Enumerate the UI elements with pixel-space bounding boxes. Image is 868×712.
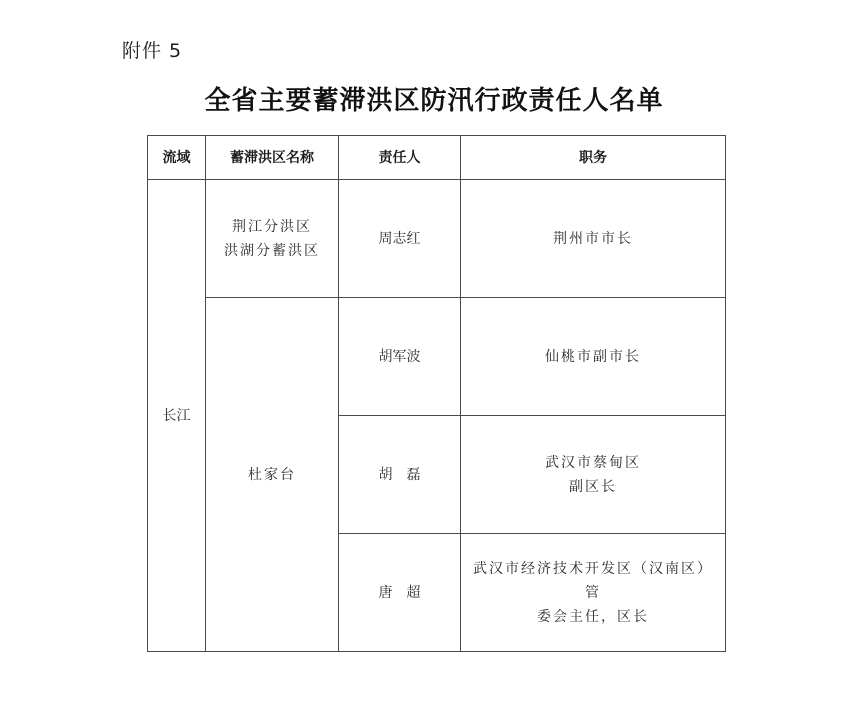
header-area-name: 蓄滞洪区名称 (206, 136, 339, 180)
position-line: 武汉市经济技术开发区（汉南区）管 (473, 560, 713, 601)
table-header-row (148, 136, 726, 180)
area-name-cell (206, 298, 339, 652)
area-name-line: 洪湖分蓄洪区 (224, 242, 320, 259)
person-name-cell: 周志红 (339, 180, 461, 298)
area-name-line: 杜家台 (248, 466, 296, 483)
attachment-label: 附件 5 (122, 40, 183, 62)
table-row (148, 180, 726, 298)
header-responsible-person: 责任人 (339, 136, 461, 180)
position-line: 副区长 (569, 478, 617, 495)
position-line: 荆州市市长 (553, 230, 633, 247)
responsible-person-table (147, 135, 726, 652)
person-name-cell: 胡军波 (339, 298, 461, 416)
position-line: 武汉市蔡甸区 (545, 454, 641, 471)
header-position: 职务 (461, 136, 726, 180)
position-cell (461, 534, 726, 652)
position-line: 仙桃市副市长 (545, 348, 641, 365)
position-cell (461, 416, 726, 534)
basin-cell: 长江 (148, 180, 206, 652)
area-name-line: 荆江分洪区 (232, 218, 312, 235)
position-line: 委会主任，区长 (537, 608, 649, 625)
position-cell (461, 298, 726, 416)
person-name-cell: 胡 磊 (339, 416, 461, 534)
table-row (148, 298, 726, 416)
header-basin: 流域 (148, 136, 206, 180)
area-name-cell (206, 180, 339, 298)
position-cell (461, 180, 726, 298)
person-name-cell: 唐 超 (339, 534, 461, 652)
document-title: 全省主要蓄滞洪区防汛行政责任人名单 (204, 86, 664, 116)
